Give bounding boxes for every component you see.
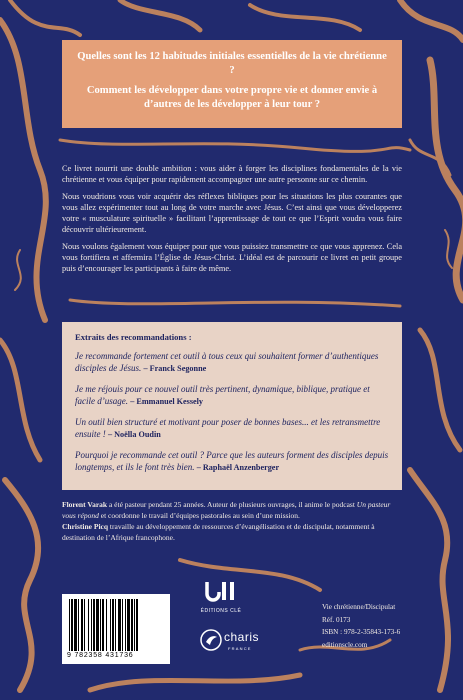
quote-text: Pourquoi je recommande cet outil ? Parce que les auteurs forment des disciples depuis longtemps, et ils le font très bien. <box>75 450 389 472</box>
barcode-bars <box>67 599 165 651</box>
description-paragraph-1: Ce livret nourrit une double ambition : vous aider à forger les disciplines fondamentales de la vie chrétienne et vous équiper pour rapidement accompagner une autre personne sur ce chemin. <box>62 164 402 185</box>
barcode <box>62 594 170 664</box>
charis-subtext: FRANCE <box>228 646 252 651</box>
description-paragraph-3: Nous voulons également vous équiper pour que vous puissiez transmettre ce que vous apprenez. Cela vous fortifiera et affermira l’Église de Jésus-Christ. L’idéal est de parcourir ce livret en petit groupe puis d’encourager les participants à faire de même. <box>62 241 402 274</box>
author-bios <box>62 499 404 543</box>
editions-cle-logo <box>196 580 246 614</box>
quote-author: – Franck Segonne <box>143 364 207 373</box>
charis-dove-icon <box>200 628 222 652</box>
quote-text: Un outil bien structuré et motivant pour poser de bonnes bases... et les retransmettre ensuite ! <box>75 417 381 439</box>
website: editionscle.com <box>322 640 368 649</box>
charis-logo <box>200 628 280 664</box>
cle-logo-icon <box>204 580 238 602</box>
author-1-text-a: a été pasteur pendant 25 années. Auteur de plusieurs ouvrages, il anime le podcast <box>107 500 357 509</box>
description-paragraph-2: Nous voudrions vous voir acquérir des réflexes bibliques pour les situations les plus courantes que vous allez expérimenter tout au long de votre marche avec Jésus. C’est ainsi que vous développerez votre « musculature spirituelle » facilitant l’apprentissage de tout ce que l’Esprit voudra vous faire découvrir ultérieurement. <box>62 191 402 235</box>
barcode-number: 9 782358 431736 <box>67 652 134 659</box>
header-question-1: Quelles sont les 12 habitudes initiales essentielles de la vie chrétienne ? <box>77 51 387 76</box>
author-1-name: Florent Varak <box>62 500 108 509</box>
author-2-name: Christine Picq <box>62 522 109 531</box>
recommendations-box <box>62 322 402 490</box>
quote-text: Je me réjouis pour ce nouvel outil très pertinent, dynamique, biblique, pratique et facile d’usage. <box>75 384 370 406</box>
description <box>62 163 402 275</box>
author-2-text: travaille au développement de ressources d’évangélisation et de discipulat, notamment à destination de l’Afrique francophone. <box>62 522 375 542</box>
category: Vie chrétienne/Discipulat <box>322 603 396 611</box>
isbn: ISBN : 978-2-35843-173-6 <box>322 628 401 636</box>
header-box <box>62 40 402 128</box>
cle-logo-text: ÉDITIONS CLÉ <box>200 608 242 614</box>
quote-text: Je recommande fortement cet outil à tous ceux qui souhaitent former d’authentiques disciples de Jésus. <box>75 351 379 373</box>
recommendation-quote <box>75 350 389 375</box>
recommendation-quote <box>75 383 389 408</box>
reference: Réf. 0173 <box>322 615 351 624</box>
recommendation-quote <box>75 449 389 474</box>
header-question-2: Comment les développer dans votre propre vie et donner envie à d’autres de les développer à leur tour ? <box>86 85 378 110</box>
quote-author: – Emmanuel Kessely <box>130 397 204 406</box>
author-bio-1 <box>62 499 404 521</box>
author-1-text-b: et coordonne le travail d’équipes pastorales au sein d’une mission. <box>98 511 300 520</box>
recommendation-quote <box>75 416 389 441</box>
quote-author: – Noëlla Oudin <box>108 430 161 439</box>
author-bio-2 <box>62 521 404 543</box>
recommendations-title: Extraits des recommandations : <box>75 332 192 342</box>
podcast-title: Un pasteur vous répond <box>62 500 391 520</box>
charis-text: charis <box>224 630 260 644</box>
book-metadata <box>322 601 452 651</box>
quote-author: – Raphaël Anzenberger <box>196 463 280 472</box>
